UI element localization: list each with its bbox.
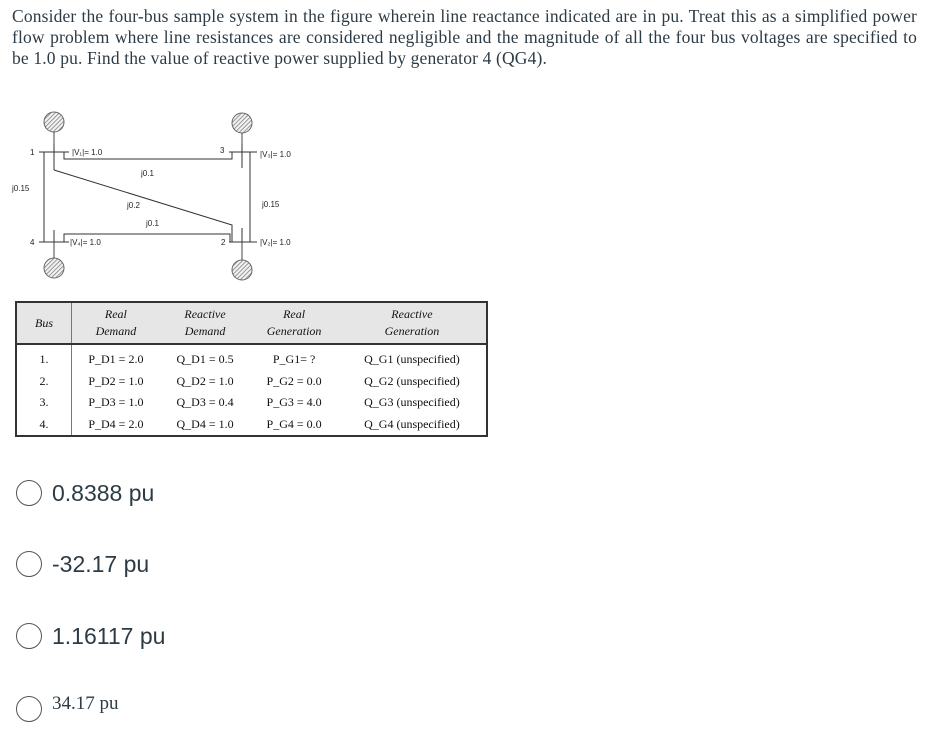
generator-3-icon: [232, 113, 252, 144]
table-row: 2. P_D2 = 1.0 Q_D2 = 1.0 P_G2 = 0.0 Q_G2 (unspecified): [16, 371, 487, 393]
generator-2-icon: [232, 242, 252, 280]
header-bus: Bus: [16, 302, 72, 344]
answer-option-label: 0.8388 pu: [52, 479, 155, 506]
answer-option-2[interactable]: [16, 549, 149, 579]
reactance-1-2-label: j0.2: [127, 201, 140, 210]
header-real-generation: Real Generation: [250, 302, 338, 344]
line-1-2: [54, 170, 232, 242]
header-reactive-generation: Reactive Generation: [338, 302, 487, 344]
table-header-row: [16, 302, 487, 344]
question-text: Consider the four-bus sample system in the figure wherein line reactance indicated are in pu. Treat this as a simplified power flow problem where line resistances are considered negligible and the magnitude of all the four bus voltages are specified to be 1.0 pu. Find the value of reactive power supplied by generator 4 (QG4).: [12, 6, 917, 68]
answer-option-4[interactable]: [16, 689, 119, 719]
bus-1-number: 1: [30, 148, 35, 157]
voltage-4-label: |V₄|= 1.0: [70, 238, 101, 247]
answer-option-1[interactable]: [16, 478, 154, 508]
radio-button[interactable]: [16, 623, 42, 649]
reactance-1-3-label: j0.1: [141, 169, 154, 178]
table-row: 3. P_D3 = 1.0 Q_D3 = 0.4 P_G3 = 4.0 Q_G3 (unspecified): [16, 392, 487, 414]
reactance-3-2-label: j0.15: [262, 200, 280, 209]
voltage-1-label: |V₁|= 1.0: [72, 148, 103, 157]
reactance-1-4-label: j0.15: [12, 184, 30, 193]
voltage-2-label: |V₂|= 1.0: [260, 238, 291, 247]
four-bus-diagram: [0, 108, 330, 293]
reactance-4-2-label: j0.1: [146, 219, 159, 228]
bus-4-number: 4: [30, 238, 35, 247]
voltage-3-label: |V₃|= 1.0: [260, 150, 291, 159]
bus-3-number: 3: [220, 146, 225, 155]
answer-option-label: 34.17 pu: [52, 693, 119, 714]
bus-data-table: [15, 301, 488, 437]
radio-button[interactable]: [16, 480, 42, 506]
header-reactive-demand: Reactive Demand: [160, 302, 251, 344]
generator-1-icon: [44, 112, 64, 144]
header-real-demand: Real Demand: [72, 302, 160, 344]
answer-option-3[interactable]: [16, 621, 165, 651]
table-row: 4. P_D4 = 2.0 Q_D4 = 1.0 P_G4 = 0.0 Q_G4 (unspecified): [16, 414, 487, 437]
bus-2-number: 2: [221, 238, 226, 247]
radio-button[interactable]: [16, 551, 42, 577]
answer-option-label: 1.16117 pu: [52, 622, 166, 649]
table-row: 1. P_D1 = 2.0 Q_D1 = 0.5 P_G1= ? Q_G1 (unspecified): [16, 344, 487, 371]
answer-option-label: -32.17 pu: [52, 550, 150, 577]
generator-4-icon: [44, 242, 64, 278]
radio-button[interactable]: [16, 696, 42, 722]
